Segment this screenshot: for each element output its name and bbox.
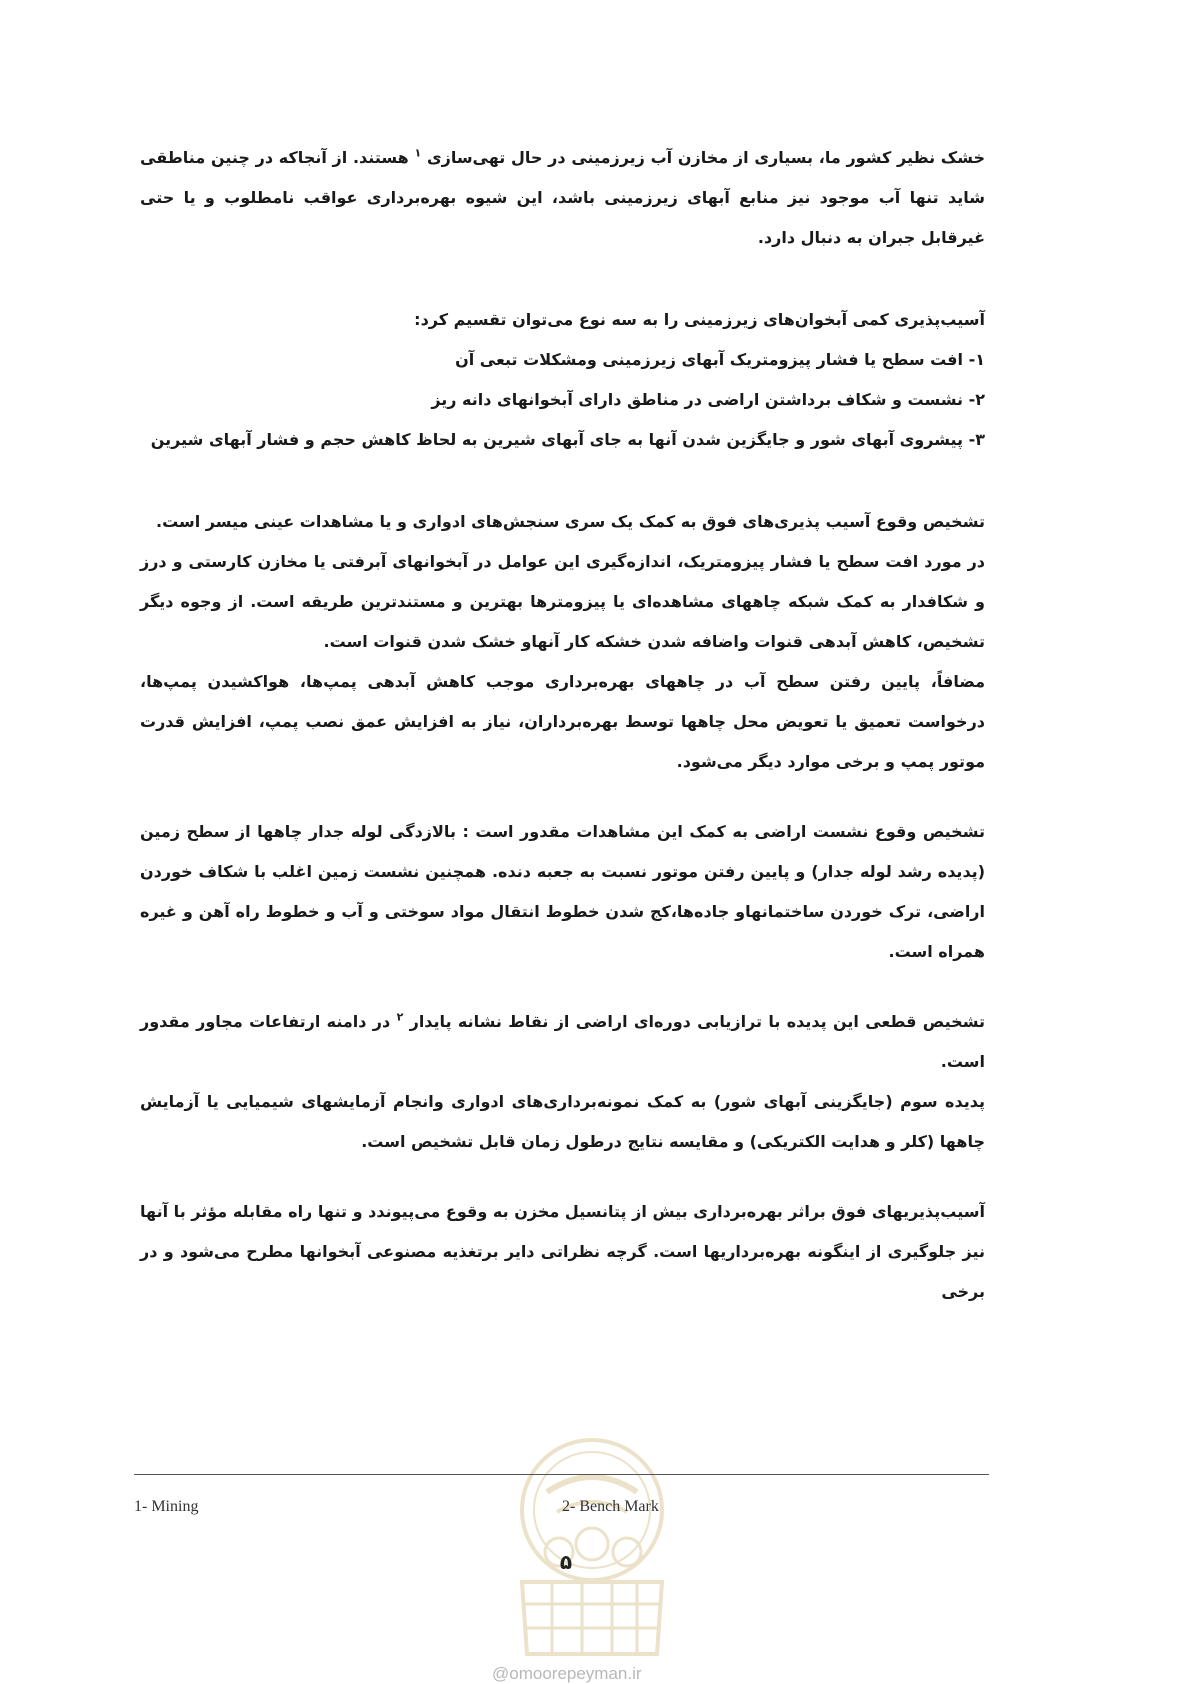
paragraph-1-text: خشک نظیر کشور ما، بسیاری از مخازن آب زیرزمینی در حال تهی‌سازی — [426, 148, 986, 167]
watermark-url: @omoorepeyman.ir — [492, 1664, 642, 1683]
paragraph-7-text: تشخیص قطعی این پدیده با ترازیابی دوره‌ای اراضی از نقاط نشانه پایدار — [409, 1012, 985, 1031]
footnote-2: 2- Bench Mark — [562, 1498, 659, 1515]
footnote-divider — [134, 1474, 989, 1475]
page-number: ۵ — [559, 1550, 573, 1574]
list-intro: آسیب‌پذیری کمی آبخوان‌های زیرزمینی را به سه نوع می‌توان تقسیم کرد: — [414, 310, 985, 329]
watermark-logo — [487, 1432, 697, 1660]
list-item: ۲- نشست و شکاف برداشتن اراضی در مناطق دارای آبخوانهای دانه ریز — [431, 390, 985, 409]
vulnerability-list — [140, 300, 985, 460]
paragraph-7-tail: در دامنه ارتفاعات مجاور مقدور است. — [140, 1012, 985, 1071]
paragraph-7 — [140, 1002, 985, 1082]
paragraph-1 — [140, 138, 985, 258]
paragraph-8: پدیده سوم (جایگزینی آبهای شور) به کمک نمونه‌برداری‌های ادواری وانجام آزمایشهای شیمیایی یا آزمایش چاهها (کلر و هدایت الکتریکی) و مقایسه نتایج درطول زمان قابل تشخیص است. — [140, 1092, 985, 1151]
diagnosis-section — [140, 502, 985, 782]
paragraph-1-tail: هستند. از آنجاکه در چنین مناطقی شاید تنها آب موجود نیز منابع آبهای زیرزمینی باشد، این شیوه بهره‌برداری عواقب نامطلوب و یا حتی غیرقابل جبران به دنبال دارد. — [140, 148, 985, 247]
main-text — [140, 138, 985, 1312]
paragraph-5: مضافاً، پایین رفتن سطح آب در چاههای بهره‌برداری موجب کاهش آبدهی پمپ‌ها، هواکشیدن پمپ‌ها، درخواست تعمیق یا تعویض محل چاهها توسط بهره‌برداران، نیاز به افزایش عمق نصب پمپ، افزایش قدرت موتور پمپ و برخی موارد دیگر می‌شود. — [140, 672, 985, 771]
footnote-ref-1: ۱ — [414, 146, 422, 160]
paragraph-4: در مورد افت سطح یا فشار پیزومتریک، اندازه‌گیری این عوامل در آبخوانهای آبرفتی یا مخازن کارستی و درز و شکافدار به کمک شبکه چاههای مشاهده‌ای یا پیزومترها بهترین و مستندترین طریقه است. از وجوه دیگر تشخیص، کاهش آبدهی قنوات واضافه شدن خشکه کار آنهاو خشک شدن قنوات است. — [140, 552, 985, 651]
paragraph-6: تشخیص وقوع نشست اراضی به کمک این مشاهدات مقدور است : بالازدگی لوله جدار چاهها از سطح زمین (پدیده رشد لوله جدار) و پایین رفتن موتور نسبت به جعبه دنده. همچنین نشست زمین اغلب با شکاف خوردن اراضی، ترک خوردن ساختمانهاو جاده‌ها،کج شدن خطوط انتقال مواد سوختی و آب و خطوط راه آهن و غیره همراه است. — [140, 822, 985, 961]
paragraph-3: تشخیص وقوع آسیب پذیری‌های فوق به کمک یک سری سنجش‌های ادواری و یا مشاهدات عینی میسر است. — [155, 512, 985, 531]
footnote-ref-2: ۲ — [396, 1010, 404, 1024]
footnote-1: 1- Mining — [134, 1498, 199, 1515]
list-item: ۱- افت سطح یا فشار پیزومتریک آبهای زیرزمینی ومشکلات تبعی آن — [455, 350, 985, 369]
paragraph-9: آسیب‌پذیریهای فوق براثر بهره‌برداری بیش از پتانسیل مخزن به وقوع می‌پیوندد و تنها راه مقابله مؤثر با آنها نیز جلوگیری از اینگونه بهره‌برداریها است. گرچه نظراتی دایر برتغذیه مصنوعی آبخوانها مطرح می‌شود و در برخی — [140, 1202, 985, 1301]
subsidence-section — [140, 1002, 985, 1162]
list-item: ۳- پیشروی آبهای شور و جایگزین شدن آنها به جای آبهای شیرین به لحاظ کاهش حجم و فشار آبهای شیرین — [150, 430, 985, 449]
